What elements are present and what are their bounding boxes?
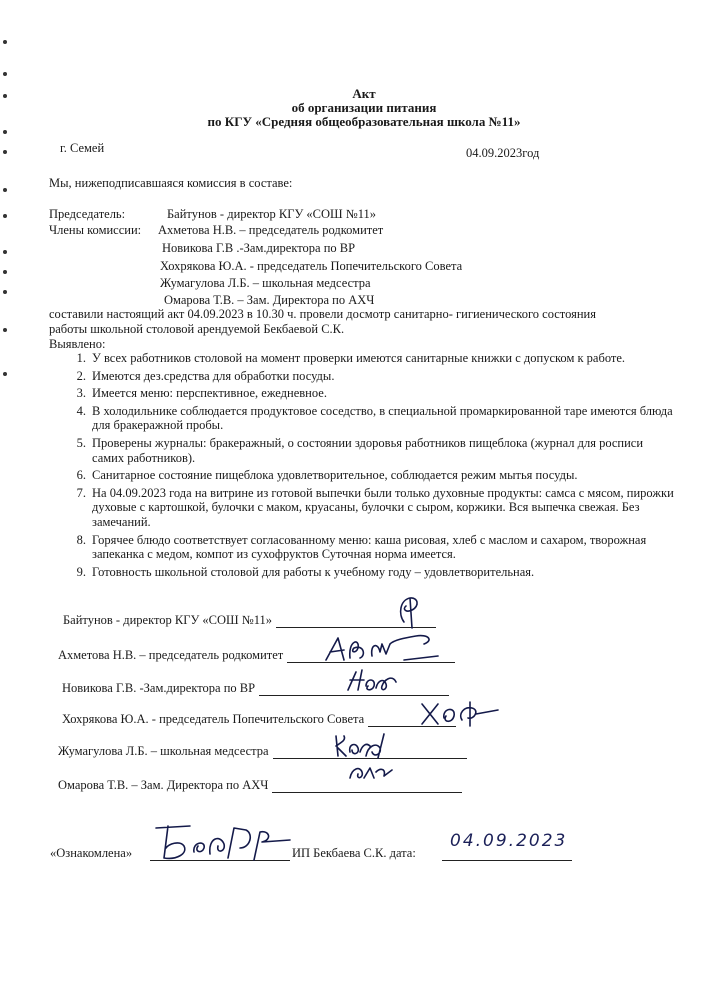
signature-khokhryakova <box>414 696 504 735</box>
act-line-2: работы школьной столовой арендуемой Бекбаевой С.К. <box>49 322 345 336</box>
signer-1: Байтунов - директор КГУ «СОШ №11» <box>63 613 272 627</box>
member-4: Жумагулова Л.Б. – школьная медсестра <box>160 276 371 290</box>
signature-row-5 <box>58 744 467 759</box>
chair-name: Байтунов - директор КГУ «СОШ №11» <box>167 207 376 221</box>
signature-omarova <box>346 760 396 791</box>
list-item: 6. Санитарное состояние пищеблока удовлетворительное, соблюдается режим мытья посуды. <box>76 468 578 483</box>
chair-label: Председатель: <box>49 207 126 221</box>
handwritten-date: 04.09.2023 <box>450 831 568 851</box>
acknowledgement-name: ИП Бекбаева С.К. дата: <box>292 846 416 860</box>
findings-list <box>66 351 676 582</box>
doc-date: 04.09.2023год <box>466 146 540 160</box>
signer-2: Ахметова Н.В. – председатель родкомитет <box>58 648 284 662</box>
list-item: 1. У всех работников столовой на момент проверки имеются санитарные книжки с допуском к работе. <box>76 351 626 365</box>
member-3: Хохрякова Ю.А. - председатель Попечительского Совета <box>160 259 463 273</box>
doc-subtitle: об организации питания <box>291 100 437 115</box>
signer-6: Омарова Т.В. – Зам. Директора по АХЧ <box>58 778 269 792</box>
signer-3: Новикова Г.В. -Зам.директора по ВР <box>62 681 256 695</box>
signature-row-6 <box>58 778 462 793</box>
signature-row-1 <box>63 613 436 628</box>
member-5: Омарова Т.В. – Зам. Директора по АХЧ <box>164 293 375 307</box>
signature-bekbaeva <box>150 818 300 873</box>
scan-edge-marks <box>0 0 16 990</box>
act-line-1: составили настоящий акт 04.09.2023 в 10.30 ч. провели досмотр санитарно- гигиенического состояния <box>49 307 596 321</box>
list-item: 4. В холодильнике соблюдается продуктовое соседство, в специальной промаркированной таре имеются блюда для бракеражной пробы. <box>76 403 673 433</box>
found-label: Выявлено: <box>49 337 106 351</box>
list-item: 7. На 04.09.2023 года на витрине из готовой выпечки были только духовные продукты: самса с мясом, пирожки духовые с картошкой, булочки с маком, круасаны, булочки с сыром, коржики. Вся выпечка свежая. Без замечаний. <box>76 485 674 529</box>
list-item: 9. Готовность школьной столовой для работы к учебному году – удовлетворительная. <box>76 564 535 579</box>
member-1: Ахметова Н.В. – председатель родкомитет <box>158 223 384 237</box>
signer-4: Хохрякова Ю.А. - председатель Попечительского Совета <box>62 712 365 726</box>
intro-text: Мы, нижеподписавшаяся комиссия в составе: <box>49 176 293 190</box>
list-item: 5. Проверены журналы: бракеражный, о состоянии здоровья работников пищеблока (журнал для росписи самих работников). <box>76 435 644 465</box>
signature-row-4 <box>62 712 456 727</box>
acknowledgement-label: «Ознакомлена» <box>50 846 133 860</box>
signature-novikova <box>342 664 402 703</box>
list-item: 8. Горячее блюдо соответствует согласованному меню: каша рисовая, хлеб с маслом и сахаром, творожная запеканка с медом, компот из сухофруктов Суточная норма имеется. <box>76 532 647 562</box>
city: г. Семей <box>60 141 105 155</box>
list-item: 3. Имеется меню: перспективное, ежедневное. <box>76 386 327 401</box>
doc-school: по КГУ «Средняя общеобразовательная школа №11» <box>207 114 521 129</box>
doc-title: Акт <box>352 86 376 101</box>
member-2: Новикова Г.В .-Зам.директора по ВР <box>162 241 356 255</box>
members-label: Члены комиссии: <box>49 223 142 237</box>
signer-5: Жумагулова Л.Б. – школьная медсестра <box>58 744 269 758</box>
list-item: 2. Имеются дез.средства для обработки посуды. <box>76 368 335 383</box>
